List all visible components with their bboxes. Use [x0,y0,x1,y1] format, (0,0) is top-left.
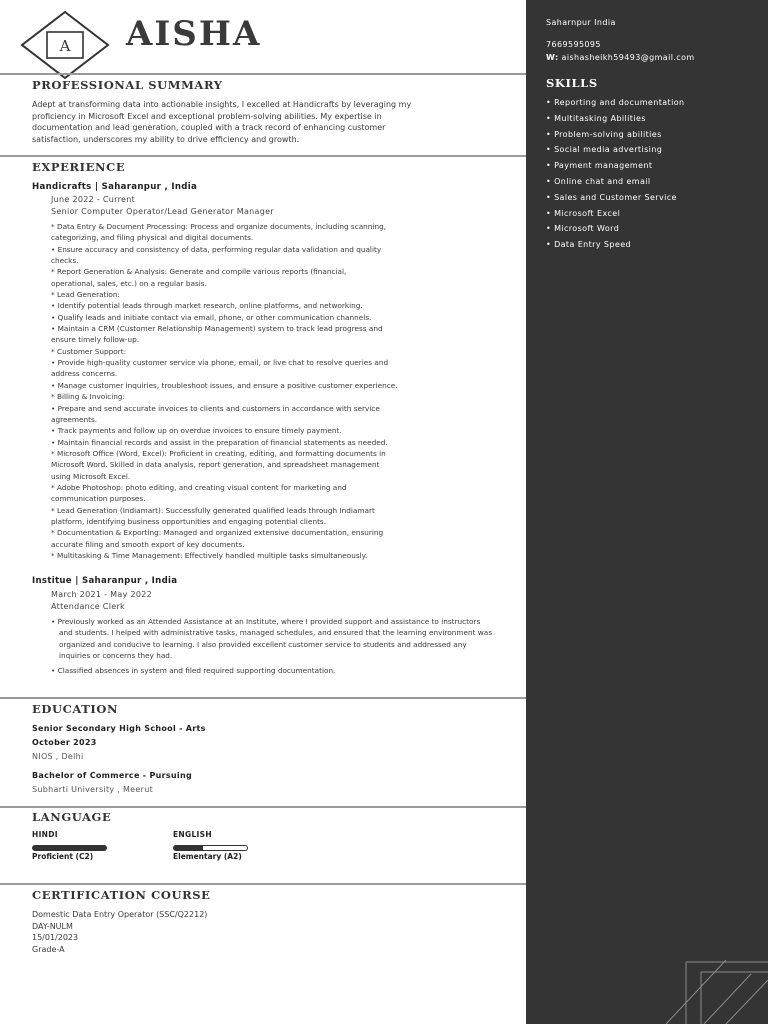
duty-line: Microsoft Word. Skilled in data analysis, report generation, and spreadsheet management [51,460,380,470]
duty-line: accurate filing and smooth export of key documents. [51,539,245,549]
education-degree: Bachelor of Commerce - Pursuing [32,771,192,780]
education-degree: Senior Secondary High School - Arts [32,724,206,733]
job-duties [51,221,494,561]
skill-item: • Social media advertising [546,145,663,155]
duty-line: checks. [51,256,79,266]
job-bullets [51,616,494,681]
corner-decoration [526,940,768,1024]
divider [0,806,526,808]
certification-title: CERTIFICATION COURSE [32,888,211,902]
duty-line: • Provide high-quality customer service via phone, email, or live chat to resolve queries and [51,358,389,368]
duty-line: * Multitasking & Time Management: Effectively handled multiple tasks simultaneously. [51,550,368,560]
job-role: Attendance Clerk [51,602,125,611]
job-role: Senior Computer Operator/Lead Generator Manager [51,207,274,216]
certification-line: DAY-NULM [32,921,73,931]
skill-item: • Sales and Customer Service [546,192,677,202]
certification-line: Domestic Data Entry Operator (SSC/Q2212) [32,910,208,919]
duty-line: ensure timely follow-up. [51,335,140,345]
divider [0,73,526,75]
language-proficiency-fill [174,846,203,850]
divider [0,155,526,157]
language-title: LANGUAGE [32,810,112,824]
language-proficiency-bar [32,845,107,851]
duty-line: * Data Entry & Document Processing: Process and organize documents, including scanning, [51,222,387,231]
contact-email[interactable]: aishasheikh59493@gmail.com [561,53,695,62]
duty-line: • Manage customer inquiries, troubleshoot issues, and ensure a positive customer experience. [51,380,398,390]
duty-line: categorizing, and filing physical and digital documents. [51,233,254,243]
contact-location: Saharnpur India [546,18,616,27]
duty-line: agreements. [51,414,98,424]
contact-email-row [546,53,695,62]
skill-item: • Multitasking Abilities [546,113,646,123]
duty-line: • Qualify leads and initiate contact via email, phone, or other communication channels. [51,312,372,322]
job-heading: Institue | Saharanpur , India [32,576,178,586]
summary-line: documentation and lead generation, coupled with a track record of enhancing customer [32,123,386,132]
duty-line: using Microsoft Excel. [51,471,131,481]
duty-line: platform, identifying business opportunities and engaging potential clients. [51,516,327,526]
job-dates: June 2022 - Current [51,195,136,204]
summary-line: satisfaction, underscores my ability to drive efficiency and growth. [32,134,300,144]
duty-line: • Maintain a CRM (Customer Relationship Management) system to track lead progress and [51,324,383,334]
job-bullet: • Classified absences in system and filed required supporting documentation. [51,666,336,676]
skills-list [546,98,684,256]
education-title: EDUCATION [32,702,119,716]
duty-line: communication purposes. [51,494,146,504]
skill-item: • Microsoft Excel [546,208,621,218]
duty-line: * Billing & Invoicing: [51,392,126,402]
duty-line: • Identify potential leads through market research, online platforms, and networking. [51,301,363,311]
contact-phone: 7669595095 [546,40,601,49]
skill-item: • Payment management [546,161,653,171]
job-heading: Handicrafts | Saharanpur , India [32,182,198,192]
email-label: W: [546,53,559,62]
skill-item: • Microsoft Word [546,224,620,234]
language-name: ENGLISH [173,830,212,839]
language-level: Proficient (C2) [32,852,94,861]
duty-line: * Lead Generation: [51,290,120,300]
job-bullet: • Previously worked as an Attended Assistance at an Institute, where I provided support and assistance to instructors and students. I helped with administrative tasks, managed schedules, and ensured that the learning environment was organized and conducive to learning. I also provided excellent customer service to students and addressed any inquiries or concerns they had. [51,617,493,661]
summary-line: Adept at transforming data into actionable insights, I excelled at Handicrafts by leveraging my [32,100,412,109]
duty-line: address concerns. [51,369,118,379]
duty-line: * Report Generation & Analysis: Generate and compile various reports (financial, [51,267,347,277]
monogram-letter: A [59,37,71,55]
skills-title: SKILLS [546,76,598,90]
education-date: October 2023 [32,738,97,747]
education-school: Subharti University , Meerut [32,785,154,794]
job-dates: March 2021 - May 2022 [51,590,153,599]
duty-line: * Lead Generation (Indiamart): Successfully generated qualified leads through Indiamart [51,505,375,515]
skill-item: • Online chat and email [546,176,651,186]
summary-text [32,99,492,145]
education-school: NIOS , Delhi [32,752,84,761]
divider [0,883,526,885]
certification-line: Grade-A [32,944,65,954]
language-name: HINDI [32,830,58,839]
duty-line: • Maintain financial records and assist in the preparation of financial statements as needed. [51,437,388,447]
experience-title: EXPERIENCE [32,160,126,174]
skill-item: • Data Entry Speed [546,240,632,250]
certification-details [32,909,207,955]
duty-line: * Documentation & Exporting: Managed and organized extensive documentation, ensuring [51,528,384,538]
duty-line: * Adobe Photoshop: photo editing, and creating visual content for marketing and [51,482,347,492]
certification-line: 15/01/2023 [32,933,79,943]
language-proficiency-bar [173,845,248,851]
duty-line: * Customer Support: [51,346,127,356]
summary-line: proficiency in Microsoft Excel and exceptional problem-solving abilities. My expertise in [32,111,382,121]
duty-line: operational, sales, etc.) on a regular basis. [51,278,207,288]
language-level: Elementary (A2) [173,852,242,861]
duty-line: • Prepare and send accurate invoices to clients and customers in accordance with service [51,403,380,413]
monogram-logo [20,10,110,80]
candidate-name: AISHA [126,14,262,54]
duty-line: • Track payments and follow up on overdue invoices to ensure timely payment. [51,426,342,436]
skill-item: • Problem-solving abilities [546,129,662,139]
summary-title: PROFESSIONAL SUMMARY [32,78,223,92]
language-proficiency-fill [33,846,106,850]
divider [0,697,526,699]
duty-line: * Microsoft Office (Word, Excel): Proficient in creating, editing, and formatting documents in [51,448,386,458]
skill-item: • Reporting and documentation [546,98,685,107]
duty-line: • Ensure accuracy and consistency of data, performing regular data validation and quality [51,244,382,254]
